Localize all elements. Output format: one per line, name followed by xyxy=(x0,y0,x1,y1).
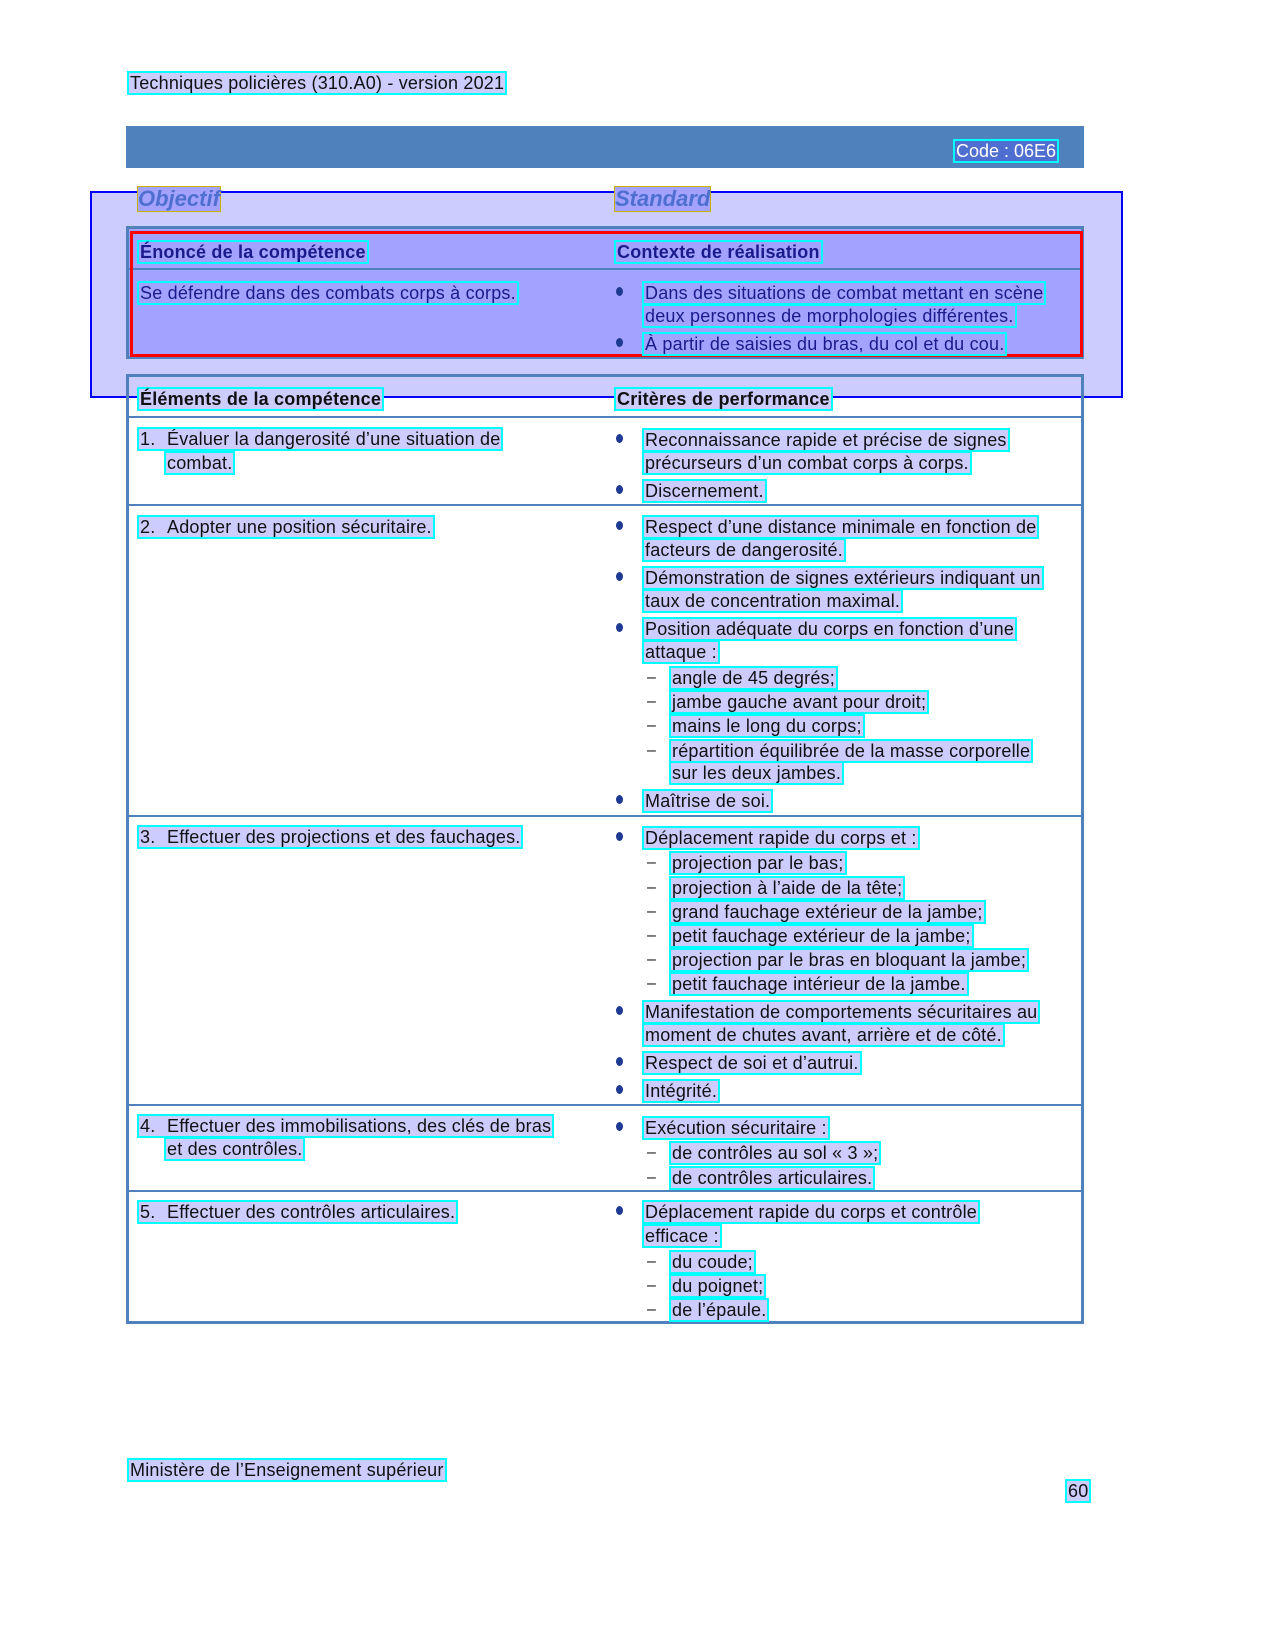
dash-icon: – xyxy=(647,669,656,686)
criterion-subline: répartition équilibrée de la masse corporelle xyxy=(669,739,1033,763)
criterion-line: Déplacement rapide du corps et : xyxy=(642,826,920,850)
criterion-line: taux de concentration maximal. xyxy=(642,589,903,613)
element-line xyxy=(137,1200,458,1224)
section-objectif: Objectif xyxy=(138,186,220,211)
element-number: 1. xyxy=(140,429,156,449)
criterion-line: Respect de soi et d’autrui. xyxy=(642,1051,862,1075)
contexte-line: deux personnes de morphologies différentes. xyxy=(642,304,1017,328)
document-header-title: Techniques policières (310.A0) - version 2021 xyxy=(127,71,507,95)
bullet-icon xyxy=(616,287,623,296)
dash-icon: – xyxy=(647,879,656,896)
row-divider xyxy=(128,416,1082,418)
criterion-line: Maîtrise de soi. xyxy=(642,789,773,813)
element-number: 2. xyxy=(140,517,156,537)
criterion-subline: projection par le bras en bloquant la jambe; xyxy=(669,948,1029,972)
page-number: 60 xyxy=(1065,1479,1091,1503)
criterion-line: Discernement. xyxy=(642,479,767,503)
element-number: 3. xyxy=(140,827,156,847)
element-line xyxy=(164,1137,305,1161)
dash-icon: – xyxy=(647,693,656,710)
element-line xyxy=(137,1114,554,1138)
element-line xyxy=(164,451,235,475)
criterion-line: précurseurs d’un combat corps à corps. xyxy=(642,451,972,475)
enonce-text: Se défendre dans des combats corps à corps. xyxy=(137,281,519,305)
criterion-line: facteurs de dangerosité. xyxy=(642,538,846,562)
bullet-icon xyxy=(616,1057,623,1066)
bullet-icon xyxy=(616,572,623,581)
contexte-line: Dans des situations de combat mettant en scène xyxy=(642,281,1046,305)
criterion-subline: jambe gauche avant pour droit; xyxy=(669,690,929,714)
bullet-icon xyxy=(616,485,623,494)
dash-icon: – xyxy=(647,1301,656,1318)
bullet-icon xyxy=(616,832,623,841)
competency-code: Code : 06E6 xyxy=(953,139,1059,163)
criterion-line: Déplacement rapide du corps et contrôle xyxy=(642,1200,980,1224)
criterion-subline: de l’épaule. xyxy=(669,1298,769,1322)
element-text: combat. xyxy=(167,453,233,473)
element-number: 4. xyxy=(140,1116,156,1136)
criterion-line: efficace : xyxy=(642,1224,722,1248)
contexte-header: Contexte de réalisation xyxy=(614,240,823,264)
row-divider xyxy=(128,815,1082,817)
criterion-line: Manifestation de comportements sécuritaires au xyxy=(642,1000,1040,1024)
section-standard: Standard xyxy=(615,186,711,211)
footer-ministry: Ministère de l’Enseignement supérieur xyxy=(127,1458,447,1482)
dash-icon: – xyxy=(647,1277,656,1294)
criterion-subline: projection par le bas; xyxy=(669,851,847,875)
criterion-line: Exécution sécuritaire : xyxy=(642,1116,830,1140)
criterion-line: Reconnaissance rapide et précise de signes xyxy=(642,428,1010,452)
criterion-line: Respect d’une distance minimale en fonction de xyxy=(642,515,1039,539)
element-line xyxy=(137,427,503,451)
dash-icon: – xyxy=(647,854,656,871)
element-text: Effectuer des contrôles articulaires. xyxy=(167,1202,456,1222)
criterion-subline: du coude; xyxy=(669,1250,756,1274)
bullet-icon xyxy=(616,521,623,530)
element-text: et des contrôles. xyxy=(167,1139,303,1159)
element-number: 5. xyxy=(140,1202,156,1222)
criterion-subline: de contrôles articulaires. xyxy=(669,1166,875,1190)
competency-code-bar xyxy=(126,126,1084,168)
element-text: Effectuer des immobilisations, des clés de bras xyxy=(167,1116,552,1136)
dash-icon: – xyxy=(647,951,656,968)
bullet-icon xyxy=(616,623,623,632)
row-divider xyxy=(128,1104,1082,1106)
element-text: Adopter une position sécuritaire. xyxy=(167,517,432,537)
criterion-subline: grand fauchage extérieur de la jambe; xyxy=(669,900,986,924)
criterion-line: moment de chutes avant, arrière et de côté. xyxy=(642,1023,1005,1047)
criterion-subline: sur les deux jambes. xyxy=(669,761,844,785)
criterion-subline: angle de 45 degrés; xyxy=(669,666,838,690)
element-text: Évaluer la dangerosité d’une situation de xyxy=(167,429,501,449)
criterion-subline: petit fauchage intérieur de la jambe. xyxy=(669,972,969,996)
criterion-line: Démonstration de signes extérieurs indiquant un xyxy=(642,566,1044,590)
bullet-icon xyxy=(616,1206,623,1215)
row-divider xyxy=(128,504,1082,506)
bullet-icon xyxy=(616,1122,623,1131)
criterion-line: Intégrité. xyxy=(642,1079,720,1103)
element-text: Effectuer des projections et des fauchages. xyxy=(167,827,521,847)
contexte-line: À partir de saisies du bras, du col et du cou. xyxy=(642,332,1007,356)
bullet-icon xyxy=(616,434,623,443)
dash-icon: – xyxy=(647,717,656,734)
dash-icon: – xyxy=(647,1169,656,1186)
criterion-line: Position adéquate du corps en fonction d’une xyxy=(642,617,1017,641)
element-line xyxy=(137,825,523,849)
dash-icon: – xyxy=(647,927,656,944)
criterion-subline: de contrôles au sol « 3 »; xyxy=(669,1141,881,1165)
enonce-header: Énoncé de la compétence xyxy=(137,240,369,264)
element-line xyxy=(137,515,435,539)
bullet-icon xyxy=(616,338,623,347)
bullet-icon xyxy=(616,1006,623,1015)
criterion-subline: petit fauchage extérieur de la jambe; xyxy=(669,924,974,948)
bullet-icon xyxy=(616,795,623,804)
dash-icon: – xyxy=(647,1253,656,1270)
bullet-icon xyxy=(616,1085,623,1094)
dash-icon: – xyxy=(647,975,656,992)
dash-icon: – xyxy=(647,742,656,759)
dash-icon: – xyxy=(647,1144,656,1161)
criterion-line: attaque : xyxy=(642,640,720,664)
criterion-subline: mains le long du corps; xyxy=(669,714,865,738)
criteria-header: Critères de performance xyxy=(614,387,833,411)
row-divider xyxy=(128,1190,1082,1192)
criterion-subline: projection à l’aide de la tête; xyxy=(669,876,905,900)
dash-icon: – xyxy=(647,903,656,920)
criterion-subline: du poignet; xyxy=(669,1274,766,1298)
elements-header: Éléments de la compétence xyxy=(137,387,384,411)
